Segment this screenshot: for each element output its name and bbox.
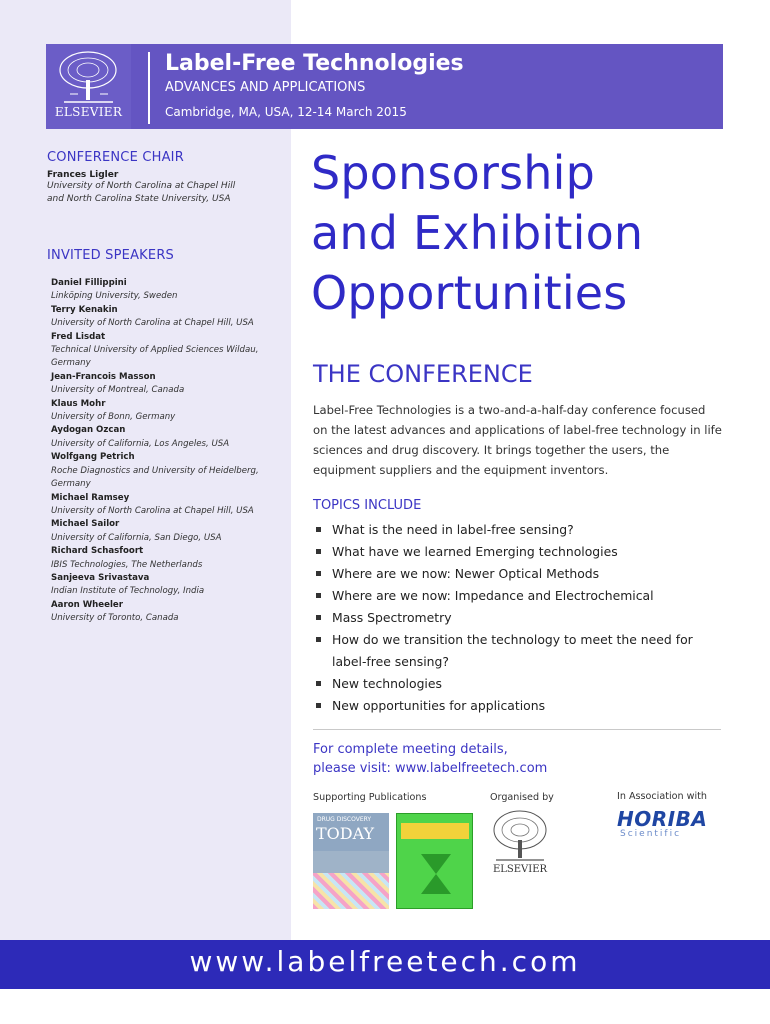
- speaker-name: Fred Lisdat: [51, 331, 106, 342]
- speaker-item: [51, 451, 282, 491]
- speakers-heading: INVITED SPEAKERS: [47, 248, 175, 263]
- topic-text: Where are we now: Newer Optical Methods: [332, 566, 600, 581]
- square-bullet-icon: [316, 593, 321, 598]
- speaker-item: [51, 304, 282, 331]
- topics-heading: TOPICS INCLUDE: [313, 498, 422, 513]
- page-headline: [311, 143, 643, 323]
- horiba-logo: HORIBA: [617, 807, 708, 831]
- header-banner: [46, 44, 723, 129]
- cover-title: DRUG DISCOVERY: [317, 816, 372, 823]
- speaker-affiliation: Technical University of Applied Sciences Wildau,: [51, 345, 259, 356]
- headline-line-3: Opportunities: [311, 266, 628, 320]
- conference-date: Cambridge, MA, USA, 12-14 March 2015: [165, 105, 407, 119]
- topic-text: What is the need in label-free sensing?: [332, 522, 574, 537]
- details-link[interactable]: please visit: www.labelfreetech.com: [313, 761, 548, 776]
- speaker-name: Aydogan Ozcan: [51, 425, 126, 436]
- speaker-item: [51, 492, 282, 519]
- cover-image: [313, 873, 389, 909]
- speaker-affiliation: University of Bonn, Germany: [51, 412, 176, 423]
- cover-graphic: [421, 854, 451, 894]
- speaker-affiliation: Roche Diagnostics and University of Heidelberg,: [51, 465, 259, 476]
- square-bullet-icon: [316, 703, 321, 708]
- conference-subtitle: ADVANCES AND APPLICATIONS: [165, 80, 366, 95]
- meeting-details: [313, 740, 547, 778]
- elsevier-logo: [46, 44, 131, 129]
- topics-list: [315, 519, 725, 717]
- speaker-item: [51, 518, 282, 545]
- speaker-name: Aaron Wheeler: [51, 599, 123, 610]
- square-bullet-icon: [316, 549, 321, 554]
- banner-divider: [148, 52, 150, 124]
- speaker-affiliation: University of California, San Diego, USA: [51, 532, 222, 543]
- speaker-name: Michael Ramsey: [51, 492, 130, 503]
- chair-affiliation-line-1: University of North Carolina at Chapel Hill: [47, 181, 236, 191]
- speaker-affiliation: IBIS Technologies, The Netherlands: [51, 559, 203, 570]
- topic-item: [315, 519, 725, 541]
- speaker-item: [51, 371, 282, 398]
- horiba-subtitle: Scientific: [620, 829, 682, 839]
- footer-url-link[interactable]: www.labelfreetech.com: [189, 945, 581, 978]
- speaker-affiliation: University of Toronto, Canada: [51, 613, 179, 624]
- headline-line-1: Sponsorship: [311, 146, 596, 200]
- organiser-name: ELSEVIER: [492, 864, 548, 875]
- speaker-affiliation-cont: Germany: [51, 358, 91, 369]
- topic-item: [315, 541, 725, 563]
- square-bullet-icon: [316, 637, 321, 642]
- speaker-name: Daniel Fillippini: [51, 278, 127, 288]
- topic-item: [315, 563, 725, 585]
- speaker-affiliation: University of California, Los Angeles, USA: [51, 438, 230, 449]
- in-association-label: In Association with: [617, 791, 707, 802]
- chair-heading: CONFERENCE CHAIR: [47, 150, 184, 165]
- speaker-name: Klaus Mohr: [51, 398, 106, 409]
- drug-discovery-today-cover: [313, 813, 389, 909]
- topic-text: What have we learned Emerging technologies: [332, 544, 618, 559]
- footer-bar: [0, 940, 770, 989]
- square-bullet-icon: [316, 615, 321, 620]
- details-line-1: For complete meeting details,: [313, 742, 508, 757]
- speakers-list: [47, 277, 282, 626]
- cover-today: TODAY: [316, 824, 375, 843]
- speaker-affiliation: Indian Institute of Technology, India: [51, 586, 205, 597]
- speaker-affiliation: University of Montreal, Canada: [51, 385, 185, 396]
- logo-text: ELSEVIER: [54, 105, 123, 119]
- headline-line-2: and Exhibition: [311, 206, 644, 260]
- square-bullet-icon: [316, 681, 321, 686]
- topic-text: New technologies: [332, 676, 442, 691]
- topic-item: [315, 607, 725, 629]
- organised-by-label: Organised by: [490, 792, 554, 803]
- topic-item: [315, 695, 725, 717]
- speaker-item: [51, 424, 282, 451]
- speaker-name: Jean-Francois Masson: [51, 371, 156, 382]
- cover-title-block: [401, 823, 469, 839]
- topic-item: [315, 585, 725, 607]
- speaker-item: [51, 599, 282, 626]
- elsevier-tree-logo-small-icon: [490, 808, 550, 864]
- topic-text: Mass Spectrometry: [332, 610, 452, 625]
- topic-item: [315, 629, 725, 673]
- topic-text: How do we transition the technology to meet the need for label-free sensing?: [332, 632, 693, 669]
- topic-item: [315, 673, 725, 695]
- conference-title: Label-Free Technologies: [165, 51, 464, 76]
- speaker-affiliation: University of North Carolina at Chapel Hill, USA: [51, 318, 254, 329]
- journal-cover-green: [396, 813, 473, 909]
- speaker-affiliation: Linköping University, Sweden: [51, 291, 178, 302]
- invited-speakers-section: [47, 248, 282, 626]
- speaker-item: [51, 398, 282, 425]
- speaker-name: Wolfgang Petrich: [51, 452, 135, 463]
- speaker-name: Michael Sailor: [51, 519, 120, 530]
- speaker-item: [51, 545, 282, 572]
- speaker-affiliation: University of North Carolina at Chapel Hill, USA: [51, 505, 254, 516]
- elsevier-tree-logo-icon: [56, 50, 121, 106]
- speaker-name: Sanjeeva Srivastava: [51, 572, 150, 583]
- speaker-name: Terry Kenakin: [51, 304, 118, 315]
- square-bullet-icon: [316, 527, 321, 532]
- conference-chair-section: [47, 150, 282, 205]
- topic-text: Where are we now: Impedance and Electrochemical: [332, 588, 654, 603]
- speaker-item: [51, 331, 282, 371]
- conference-heading: THE CONFERENCE: [313, 360, 533, 388]
- conference-description: Label-Free Technologies is a two-and-a-half-day conference focused on the latest advances and applications of label-free technology in life sciences and drug discovery. It brings together the users, the equipment suppliers and the equipment inventors.: [313, 403, 722, 477]
- speaker-affiliation-cont: Germany: [51, 479, 91, 490]
- section-divider: [313, 729, 721, 730]
- chair-affiliation-line-2: and North Carolina State University, USA: [47, 193, 231, 204]
- speaker-item: [51, 572, 282, 599]
- topic-text: New opportunities for applications: [332, 698, 546, 713]
- speaker-name: Richard Schasfoort: [51, 546, 144, 557]
- supporting-publications-label: Supporting Publications: [313, 792, 427, 803]
- speaker-item: [51, 277, 282, 304]
- square-bullet-icon: [316, 571, 321, 576]
- chair-name: Frances Ligler: [47, 170, 119, 180]
